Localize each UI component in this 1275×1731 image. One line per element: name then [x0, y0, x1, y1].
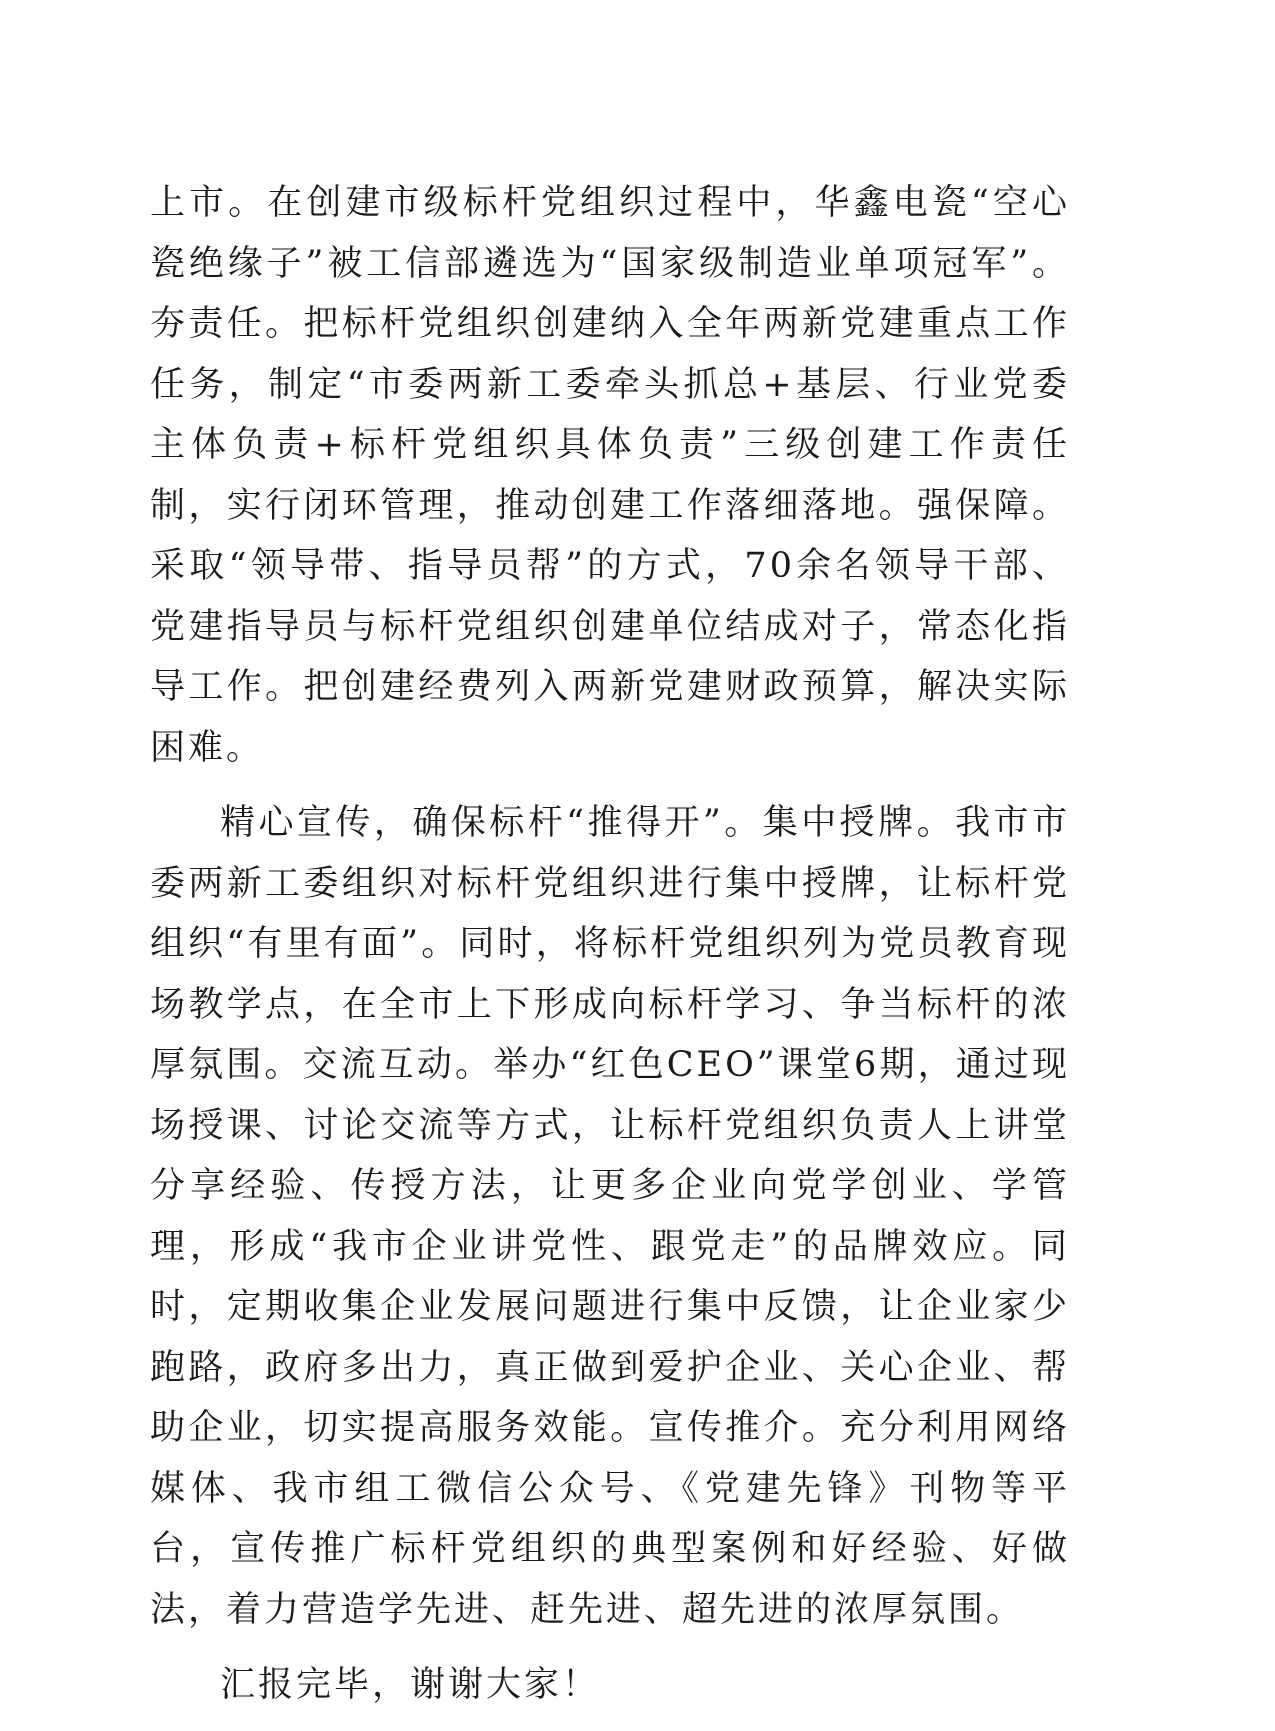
document-page [150, 173, 1070, 1731]
closing-remark: 汇报完毕，谢谢大家！ [220, 1665, 601, 1705]
body-paragraph-continued: 上市。在创建市级标杆党组织过程中，华鑫电瓷“空心瓷绝缘子”被工信部遴选为“国家级制造业单项冠军”。夯责任。把标杆党组织创建纳入全年两新党建重点工作任务，制定“市委两新工委牵头抓总+基层、行业党委主体负责+标杆党组织具体负责”三级创建工作责任制，实行闭环管理，推动创建工作落细落地。强保障。采取“领导带、指导员帮”的方式，70余名领导干部、党建指导员与标杆党组织创建单位结成对子，常态化指导工作。把创建经费列入两新党建财政预算，解决实际困难。 [150, 183, 1070, 768]
body-paragraph-publicity: 精心宣传，确保标杆“推得开”。集中授牌。我市市委两新工委组织对标杆党组织进行集中授牌，让标杆党组织“有里有面”。同时，将标杆党组织列为党员教育现场教学点，在全市上下形成向标杆学习、争当标杆的浓厚氛围。交流互动。举办“红色CEO”课堂6期，通过现场授课、讨论交流等方式，让标杆党组织负责人上讲堂分享经验、传授方法，让更多企业向党学创业、学管理，形成“我市企业讲党性、跟党走”的品牌效应。同时，定期收集企业发展问题进行集中反馈，让企业家少跑路，政府多出力，真正做到爱护企业、关心企业、帮助企业，切实提高服务效能。宣传推介。充分利用网络媒体、我市组工微信公众号、《党建先锋》刊物等平台，宣传推广标杆党组织的典型案例和好经验、好做法，着力营造学先进、赶先进、超先进的浓厚氛围。 [150, 803, 1070, 1630]
